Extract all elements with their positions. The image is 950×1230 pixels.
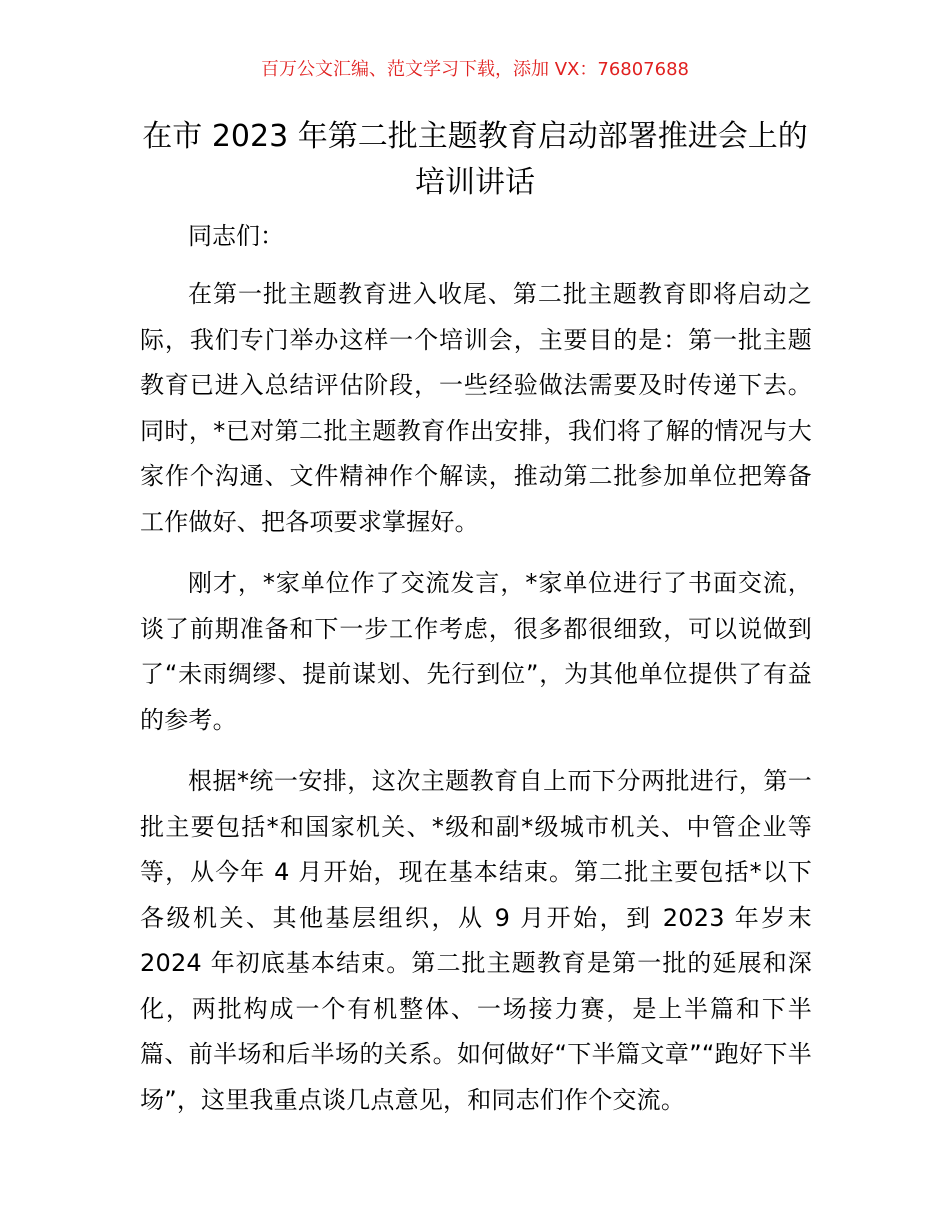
paragraph-1: 在第一批主题教育进入收尾、第二批主题教育即将启动之际，我们专门举办这样一个培训会，主要目的是：第一批主题教育已进入总结评估阶段，一些经验做法需要及时传递下去。同时，*已对第二批主题教育作出安排，我们将了解的情况与大家作个沟通、文件精神作个解读，推动第二批参加单位把筹备工作做好、把各项要求掌握好。 — [140, 280, 812, 536]
document-title: 在市 2023 年第二批主题教育启动部署推进会上的培训讲话 — [142, 119, 808, 200]
paragraph-2: 刚才，*家单位作了交流发言，*家单位进行了书面交流，谈了前期准备和下一步工作考虑，很多都很细致，可以说做到了“未雨绸缪、提前谋划、先行到位”，为其他单位提供了有益的参考。 — [140, 569, 812, 734]
document-body — [140, 216, 812, 1139]
salutation: 同志们： — [188, 222, 284, 250]
watermark-banner: 百万公文汇编、范文学习下载，添加 VX：76807688 — [261, 59, 689, 80]
paragraph-3: 根据*统一安排，这次主题教育自上而下分两批进行，第一批主要包括*和国家机关、*级和副*级城市机关、中管企业等等，从今年 4 月开始，现在基本结束。第二批主要包括*以下各级机关、其他基层组织，从 9 月开始，到 2023 年岁末 2024 年初底基本结束。第二批主题教育是第一批的延展和深化，两批构成一个有机整体、一场接力赛，是上半篇和下半篇、前半场和后半场的关系。如何做好“下半篇文章”“跑好下半场”，这里我重点谈几点意见，和同志们作个交流。 — [140, 767, 812, 1114]
